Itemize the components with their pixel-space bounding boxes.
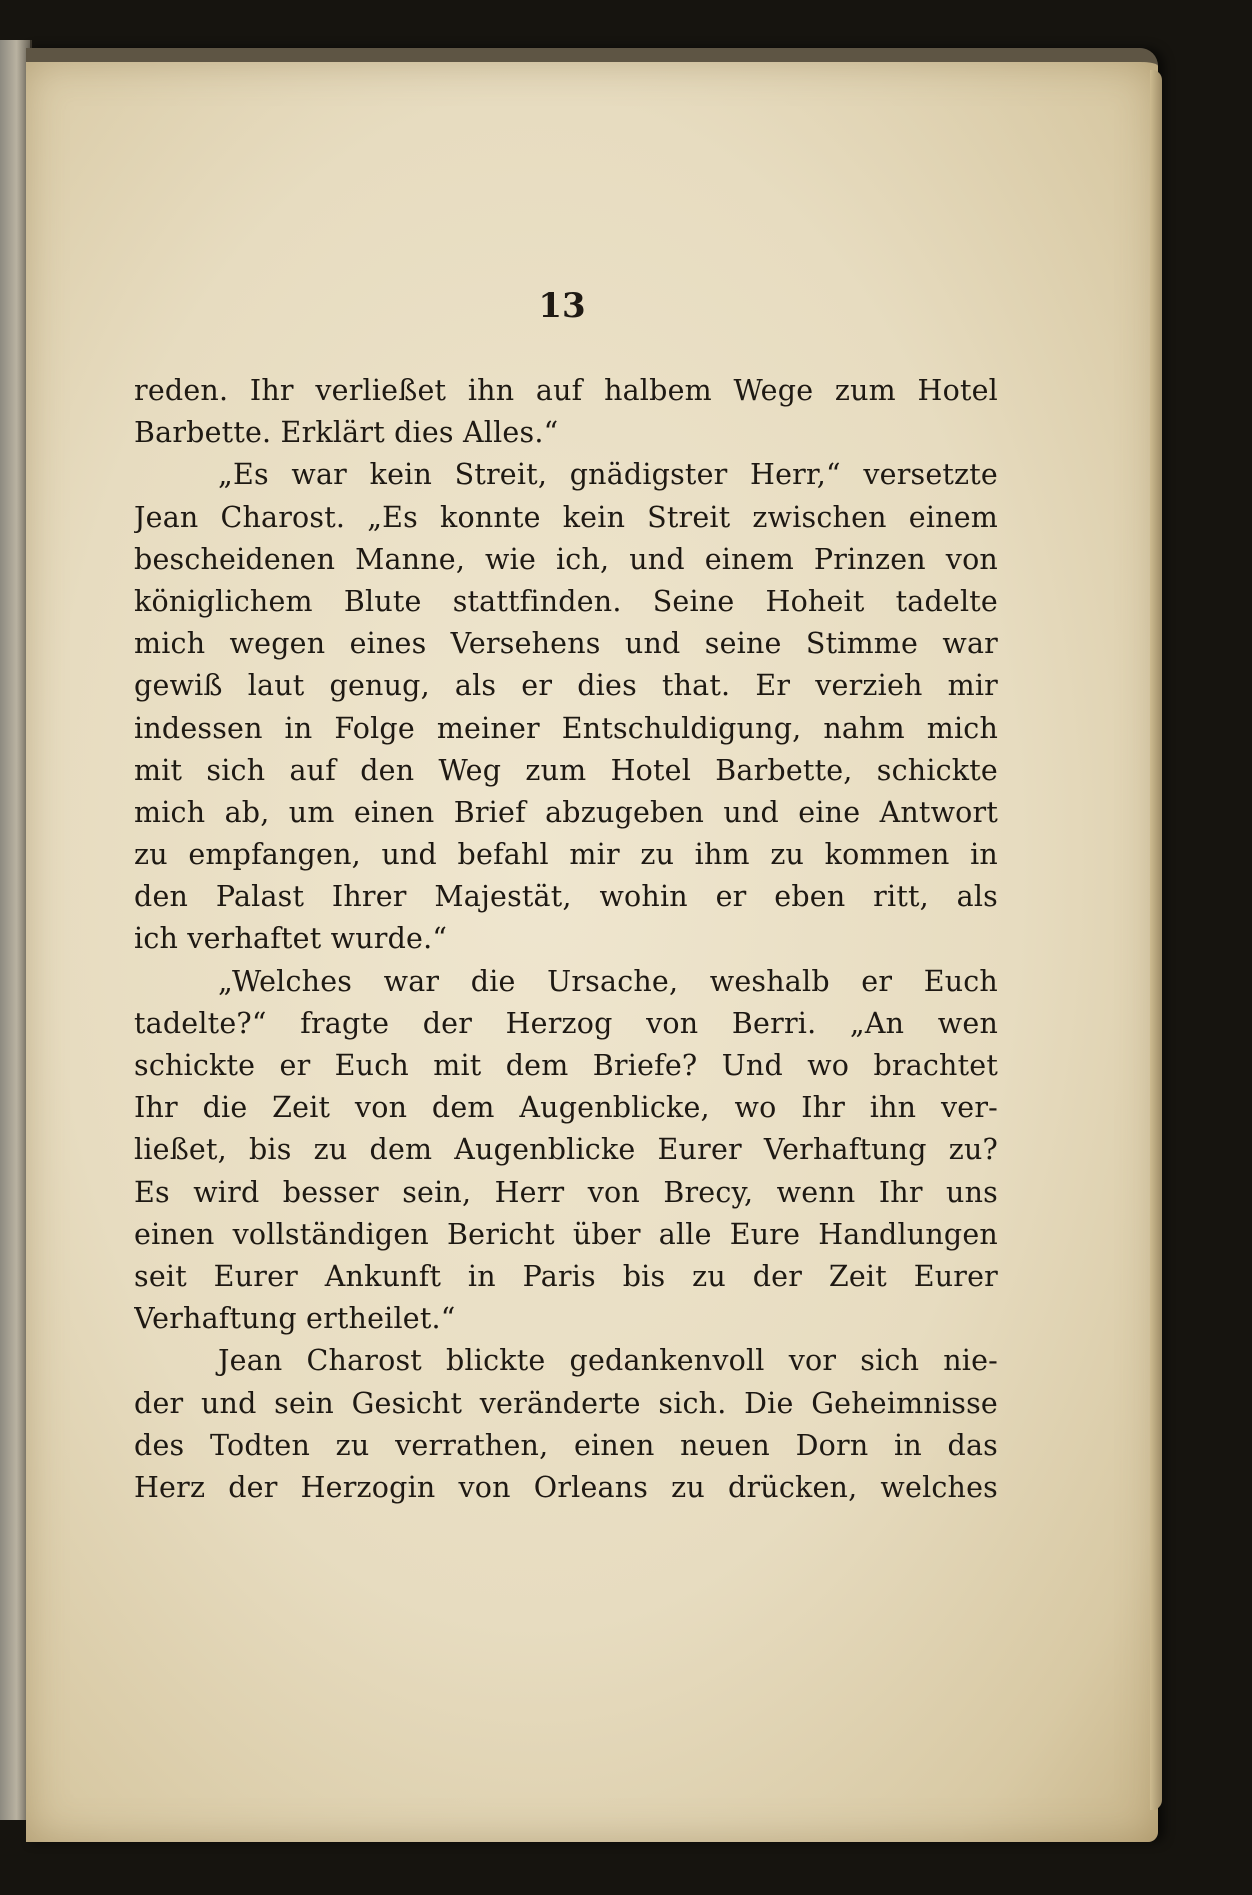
- text-line: reden. Ihr verließet ihn auf halbem Wege zum Hotel: [134, 374, 998, 407]
- text-line: königlichem Blute stattfinden. Seine Hoheit tadelte: [134, 584, 998, 618]
- body-text: [134, 370, 998, 1509]
- text-line: ich verhaftet wurde.“: [134, 922, 448, 956]
- text-line: zu empfangen, und befahl mir zu ihm zu kommen in: [134, 838, 998, 872]
- text-line: Herz der Herzogin von Orleans zu drücken, welches: [134, 1470, 998, 1504]
- text-line: Barbette. Erklärt dies Alles.“: [134, 416, 559, 450]
- text-line: „Es war kein Streit, gnädigster Herr,“ versetzte: [218, 458, 998, 492]
- text-line: Jean Charost. „Es konnte kein Streit zwischen einem: [134, 500, 998, 534]
- text-line: mich ab, um einen Brief abzugeben und eine Antwort: [134, 795, 998, 829]
- text-line: Ihr die Zeit von dem Augenblicke, wo Ihr ihn ver-: [134, 1091, 998, 1125]
- book-page: [26, 48, 1158, 1842]
- text-line: indessen in Folge meiner Entschuldigung, nahm mich: [134, 711, 998, 745]
- text-line: einen vollständigen Bericht über alle Eure Handlungen: [134, 1217, 998, 1251]
- text-line: mich wegen eines Versehens und seine Stimme war: [134, 627, 998, 661]
- text-line: ließet, bis zu dem Augenblicke Eurer Verhaftung zu?: [134, 1133, 998, 1167]
- text-line: „Welches war die Ursache, weshalb er Euch: [218, 964, 998, 998]
- text-line: den Palast Ihrer Majestät, wohin er eben ritt, als: [134, 880, 998, 914]
- text-line: seit Eurer Ankunft in Paris bis zu der Zeit Eurer: [134, 1259, 998, 1293]
- text-line: schickte er Euch mit dem Briefe? Und wo brachtet: [134, 1049, 998, 1082]
- text-line: gewiß laut genug, als er dies that. Er verzieh mir: [134, 669, 998, 703]
- text-line: tadelte?“ fragte der Herzog von Berri. „An wen: [134, 1006, 998, 1040]
- text-line: des Todten zu verrathen, einen neuen Dorn in das: [134, 1428, 998, 1462]
- text-line: Jean Charost blickte gedankenvoll vor sich nie-: [218, 1344, 998, 1378]
- page-fore-edge: [1150, 70, 1162, 1810]
- text-line: Verhaftung ertheilet.“: [134, 1302, 456, 1336]
- text-line: bescheidenen Manne, wie ich, und einem Prinzen von: [134, 542, 998, 576]
- text-line: der und sein Gesicht veränderte sich. Die Geheimnisse: [134, 1386, 998, 1420]
- text-line: mit sich auf den Weg zum Hotel Barbette, schickte: [134, 753, 998, 787]
- page-number: 13: [538, 286, 586, 326]
- text-line: Es wird besser sein, Herr von Brecy, wenn Ihr uns: [134, 1175, 998, 1209]
